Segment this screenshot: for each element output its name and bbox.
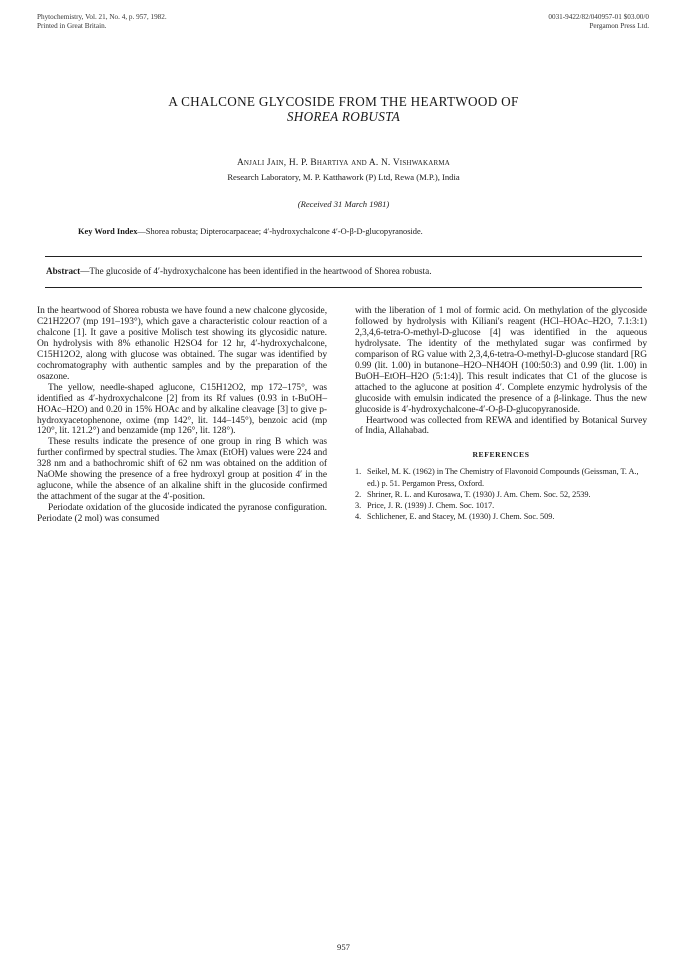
paragraph: Periodate oxidation of the glucoside indicated the pyranose configuration. Periodate (2 mol) was consumed (37, 503, 327, 525)
paragraph: The yellow, needle-shaped aglucone, C15H12O2, mp 172–175°, was identified as 4′-hydroxychalcone [2] from its Rf values (0.93 in t-BuOH–HOAc–H2O) and 0.20 in 15% HOAc and by alkaline cleavage [3] to give p-hydroxyacetophenone, oxime (mp 142°, lit. 144–145°), benzoic acid (mp 120°, lit. 121.2°) and benzamide (mp 126°, lit. 128°). (37, 382, 327, 437)
reference-list (355, 466, 647, 522)
reference-number: 3. (355, 501, 362, 510)
body-column-left (37, 306, 327, 525)
paragraph: These results indicate the presence of one group in ring B which was further confirmed by spectral studies. The λmax (EtOH) values were 224 and 328 nm and a bathochromic shift of 62 nm was obtained on the addition of NaOMe showing the presence of a free hydroxyl group at position 4′ in the aglucone, while the absence of an alkaline shift in the glucoside confirmed the attachment of the sugar at the 4′-position. (37, 437, 327, 503)
title-line-1: A CHALCONE GLYCOSIDE FROM THE HEARTWOOD OF (168, 94, 519, 109)
received-date: (Received 31 March 1981) (297, 199, 390, 209)
publisher: Pergamon Press Ltd. (589, 21, 649, 30)
abstract-text: —The glucoside of 4′-hydroxychalcone has been identified in the heartwood of Shorea robusta. (80, 266, 432, 276)
reference-number: 1. (355, 467, 362, 477)
affiliation: Research Laboratory, M. P. Katthawork (P) Ltd, Rewa (M.P.), India (227, 172, 460, 182)
divider-bottom (45, 287, 642, 288)
reference-text: Price, J. R. (1939) J. Chem. Soc. 1017. (367, 501, 495, 510)
authors: Anjali Jain, H. P. Bhartiya and A. N. Vishwakarma (236, 158, 451, 168)
page-number: 957 (337, 942, 350, 952)
printed-note: Printed in Great Britain. (37, 21, 107, 30)
divider-top (45, 256, 642, 257)
keyword-text: —Shorea robusta; Dipterocarpaceae; 4′-hydroxychalcone 4′-O-β-D-glucopyranoside. (137, 227, 423, 236)
keyword-index (78, 227, 423, 236)
body-column-right (355, 306, 647, 522)
reference-text: Seikel, M. K. (1962) in The Chemistry of Flavonoid Compounds (Geissman, T. A., ed.) p. 51. Pergamon Press, Oxford. (367, 467, 639, 488)
references-heading: REFERENCES (472, 450, 530, 460)
reference-item (355, 511, 647, 522)
paragraph: with the liberation of 1 mol of formic acid. On methylation of the glycoside followed by hydrolysis with Kiliani's reagent (HCl–HOAc–H2O, 7.1:3:1) 2,3,4,6-tetra-O-methyl-D-glucose [4] was identified in the aqueous hydrolysate. The identity of the methylated sugar was confirmed by comparison of RG value with 2,3,4,6-tetra-O-methyl-D-glucose standard [RG 0.99 (lit. 1.00) in butanone–H2O–NH4OH (100:50:3) and 0.99 (lit. 1.00) in BuOH–EtOH–H2O (5:1:4)]. This result indicates that C1 of the glucose is attached to the aglucone at position 4′. Complete enzymic hydrolysis of the glucoside with emulsin indicated the presence of a β-linkage. Thus the new glucoside is 4′-hydroxychalcone-4′-O-β-D-glucopyranoside. (355, 306, 647, 415)
reference-item (355, 500, 647, 511)
keyword-label: Key Word Index (78, 227, 138, 236)
paragraph: In the heartwood of Shorea robusta we have found a new chalcone glycoside, C21H22O7 (mp 191–193°), which gave a characteristic colour reaction of a chalcone [1]. It gave a positive Molisch test showing its glycosidic nature. On hydrolysis with 8% ethanolic H2SO4 for 12 hr, 4′-hydroxychalcone, C15H12O2, along with glucose was obtained. The sugar was identified by cochromatography with authentic samples and by the preparation of the osazone. (37, 306, 327, 382)
journal-citation: Phytochemistry, Vol. 21, No. 4, p. 957, 1982. (37, 13, 167, 21)
reference-number: 2. (355, 489, 362, 499)
reference-text: Shriner, R. L. and Kurosawa, T. (1930) J. Am. Chem. Soc. 52, 2539. (367, 489, 591, 499)
reference-item (355, 489, 647, 500)
reference-item (355, 466, 647, 488)
running-header-left (37, 13, 167, 30)
reference-number: 4. (355, 512, 362, 522)
reference-text: Schlichener, E. and Stacey, M. (1930) J. Chem. Soc. 509. (367, 512, 555, 522)
running-header-right (548, 13, 649, 30)
article-code: 0031-9422/82/040957-01 $03.00/0 (548, 13, 649, 21)
paper-title (0, 94, 687, 124)
abstract-label: Abstract (46, 266, 81, 276)
title-line-2: SHOREA ROBUSTA (286, 109, 401, 124)
paragraph: Heartwood was collected from REWA and identified by Botanical Survey of India, Allahabad. (355, 415, 647, 437)
abstract (46, 266, 432, 276)
